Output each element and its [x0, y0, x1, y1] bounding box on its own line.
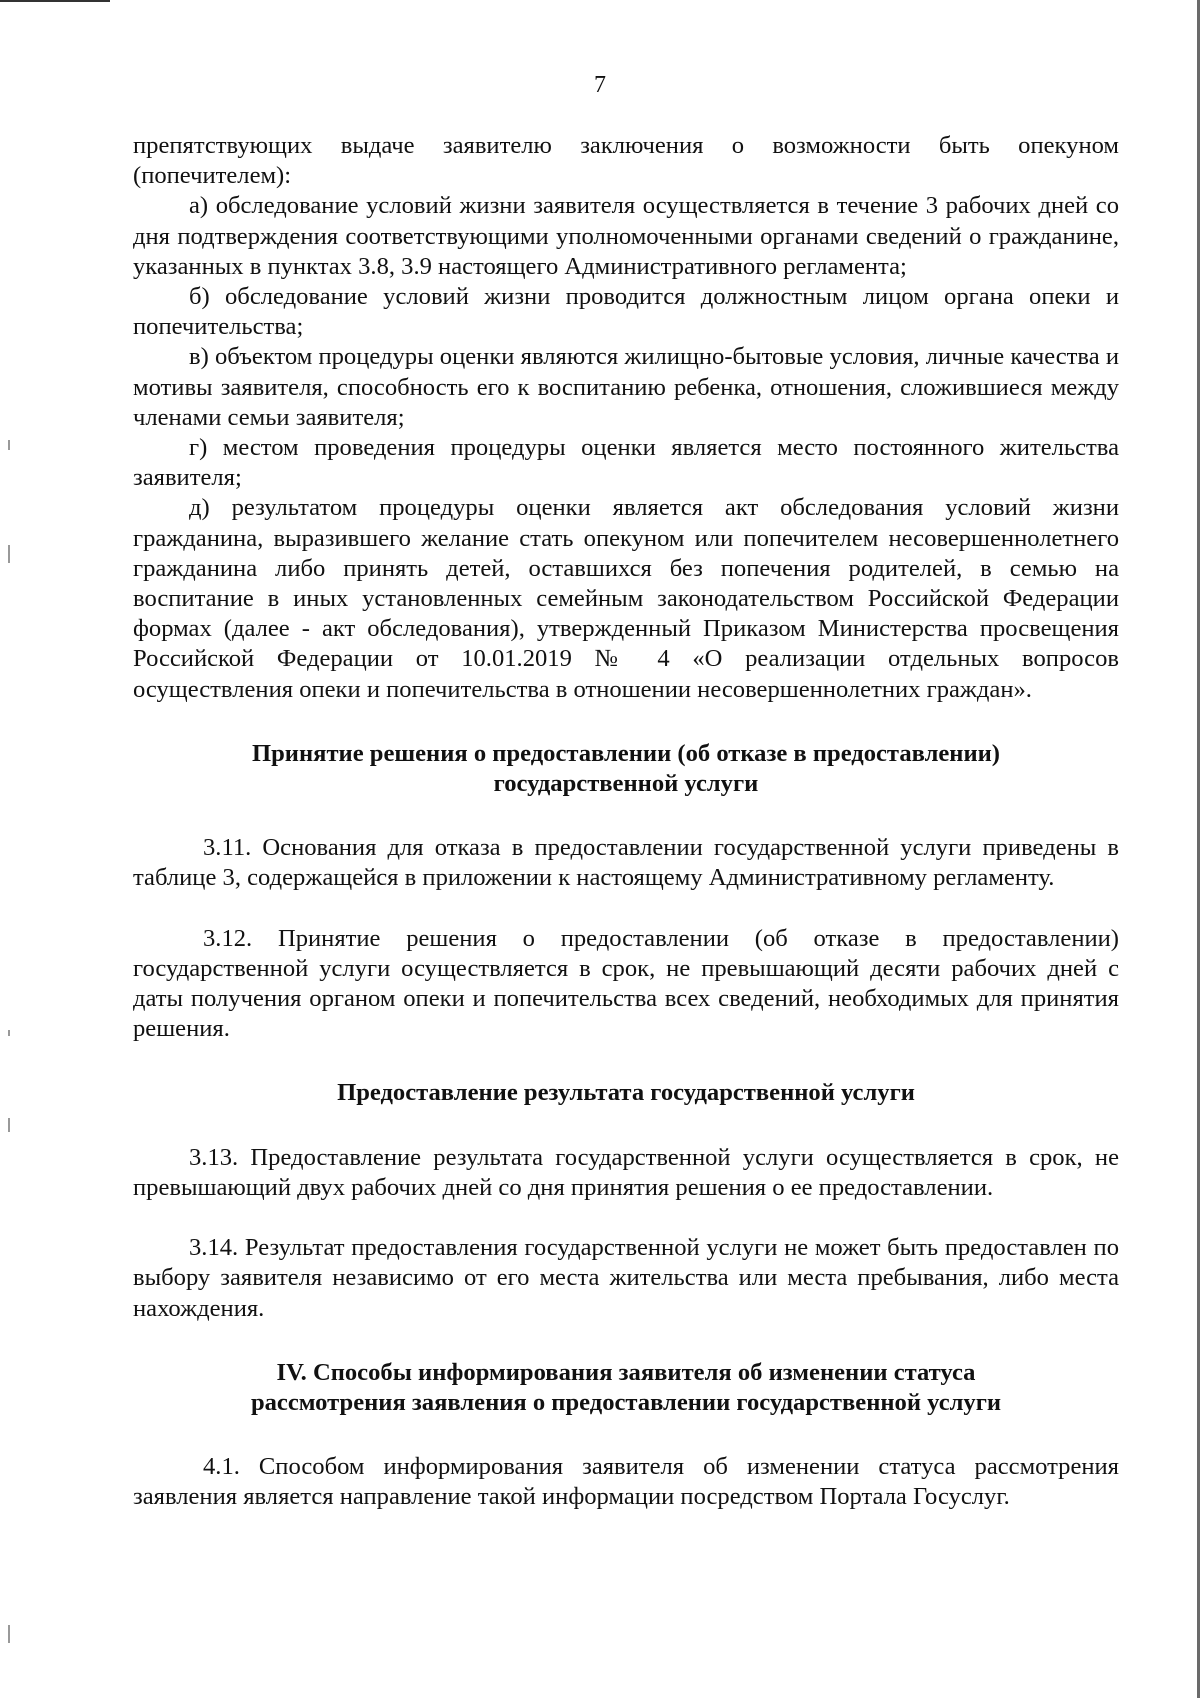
scan-speck	[8, 1625, 10, 1643]
scan-artifact-top	[0, 0, 110, 2]
scan-speck	[8, 545, 10, 563]
paragraph-4-1: 4.1. Способом информирования заявителя об изменении статуса рассмотрения заявления является направление такой информации посредством Портала Госуслуг.	[133, 1453, 1119, 1511]
scan-speck	[8, 1118, 10, 1132]
section-heading-iv-line1: IV. Способы информирования заявителя об изменении статуса	[276, 1358, 976, 1386]
section-heading-decision-line2: государственной услуги	[493, 770, 759, 798]
section-heading-decision-line1: Принятие решения о предоставлении (об отказе в предоставлении)	[252, 739, 1000, 767]
document-body	[133, 131, 1119, 1513]
paragraph-item-b: б) обследование условий жизни проводится должностным лицом органа опеки и попечительства;	[133, 283, 1119, 341]
paragraph-item-a: а) обследование условий жизни заявителя осуществляется в течение 3 рабочих дней со дня подтверждения соответствующими уполномоченными органами сведений о гражданине, указанных в пунктах 3.8, 3.9 настоящего Административного регламента;	[133, 192, 1119, 280]
paragraph-item-v: в) объектом процедуры оценки являются жилищно-бытовые условия, личные качества и мотивы заявителя, способность его к воспитанию ребенка, отношения, сложившиеся между членами семьи заявителя;	[133, 343, 1119, 431]
scan-speck	[8, 440, 10, 450]
paragraph-continuation: препятствующих выдаче заявителю заключения о возможности быть опекуном (попечителем):	[133, 132, 1119, 190]
paragraph-3-13: 3.13. Предоставление результата государственной услуги осуществляется в срок, не превышающий двух рабочих дней со дня принятия решения о ее предоставлении.	[133, 1143, 1119, 1201]
paragraph-item-d: д) результатом процедуры оценки является акт обследования условий жизни гражданина, выразившего желание стать опекуном или попечителем несовершеннолетнего гражданина либо принять детей, оставшихся без попечения родителей, в семью на воспитание в иных установленных семейным законодательством Российской Федерации формах (далее - акт обследования), утвержденный Приказом Министерства просвещения Российской Федерации от 10.01.2019 № 4 «О реализации отдельных вопросов осуществления опеки и попечительства в отношении несовершеннолетних граждан».	[133, 494, 1119, 703]
paragraph-3-12: 3.12. Принятие решения о предоставлении (об отказе в предоставлении) государственной услуги осуществляется в срок, не превышающий десяти рабочих дней с даты получения органом опеки и попечительства всех сведений, необходимых для принятия решения.	[133, 924, 1119, 1043]
paragraph-3-11: 3.11. Основания для отказа в предоставлении государственной услуги приведены в таблице 3, содержащейся в приложении к настоящему Административному регламенту.	[133, 834, 1119, 892]
page-number: 7	[594, 72, 606, 98]
section-heading-iv-line2: рассмотрения заявления о предоставлении государственной услуги	[250, 1388, 1002, 1416]
paragraph-item-g: г) местом проведения процедуры оценки является место постоянного жительства заявителя;	[133, 434, 1119, 492]
paragraph-3-14: 3.14. Результат предоставления государственной услуги не может быть предоставлен по выбору заявителя независимо от его места жительства или места пребывания, либо места нахождения.	[133, 1234, 1119, 1322]
scan-speck	[8, 1030, 10, 1036]
section-heading-result: Предоставление результата государственной услуги	[337, 1079, 915, 1107]
